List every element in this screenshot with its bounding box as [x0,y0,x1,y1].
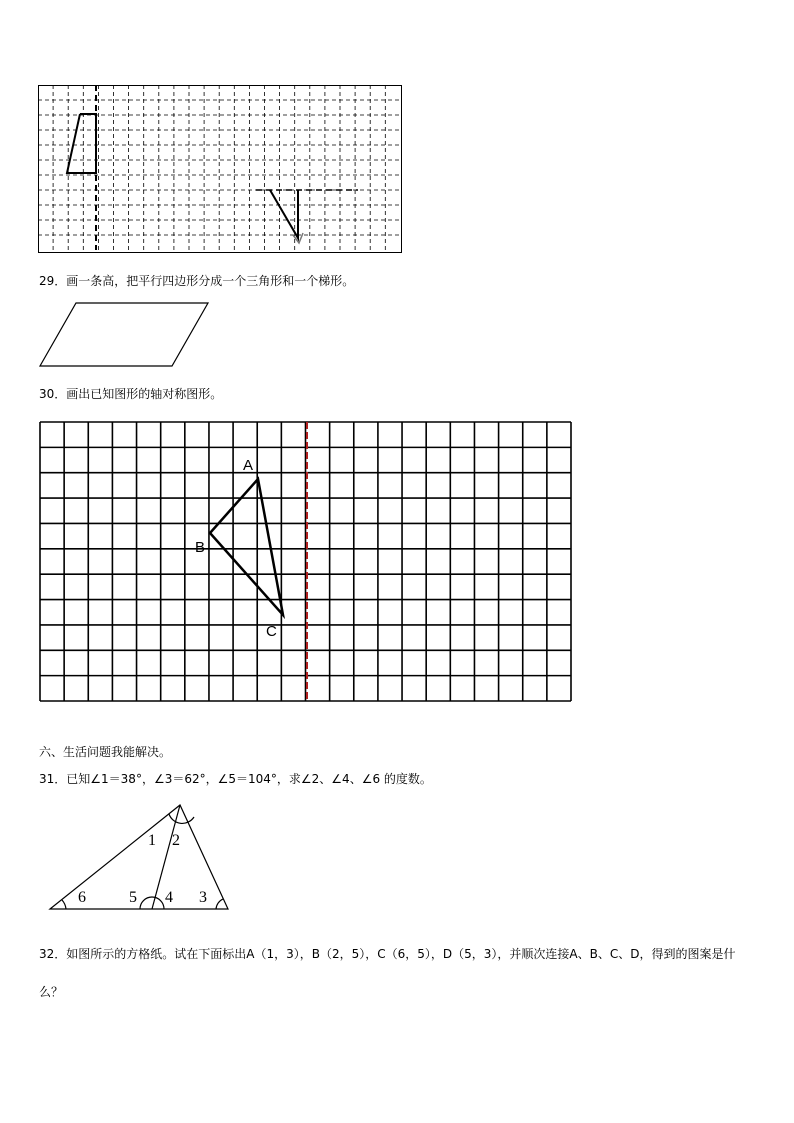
angle-3-label: 3 [199,889,207,906]
question-29 [39,273,354,289]
point-a-label: A [243,457,254,474]
section-title: 六、生活问题我能解决。 [39,745,172,759]
question-text: 画一条高，把平行四边形分成一个三角形和一个梯形。 [66,274,355,288]
question-text: 已知∠1＝38°，∠3＝62°，∠5＝104°，求∠2、∠4、∠6 的度数。 [66,772,432,786]
parallelogram-figure [38,302,213,372]
question-number: 31． [39,772,67,786]
question-number: 30． [39,387,67,401]
point-b-label: B [195,539,206,556]
question-number: 29． [39,274,67,288]
triangle-shape [270,190,298,238]
dashed-grid-figure [38,85,402,255]
question-30 [39,386,222,402]
question-31 [39,771,432,787]
question-number: 32． [39,947,67,961]
question-text: 如图所示的方格纸。试在下面标出A（1，3），B（2，5），C（6，5），D（5，3），并顺次连接A、B、C、D，得到的图案是什么？ [39,947,736,999]
question-32 [39,935,759,1011]
angle-6-label: 6 [78,889,86,906]
symmetry-grid-figure [40,422,574,728]
angle-4-label: 4 [165,889,173,906]
angle-triangle-figure [48,803,238,913]
question-text: 画出已知图形的轴对称图形。 [66,387,223,401]
triangle-abc [210,479,283,615]
angle-2-label: 2 [172,832,180,849]
point-c-label: C [266,623,277,640]
angle-1-label: 1 [148,832,156,849]
angle-5-label: 5 [129,889,137,906]
trapezoid-shape [67,114,96,173]
